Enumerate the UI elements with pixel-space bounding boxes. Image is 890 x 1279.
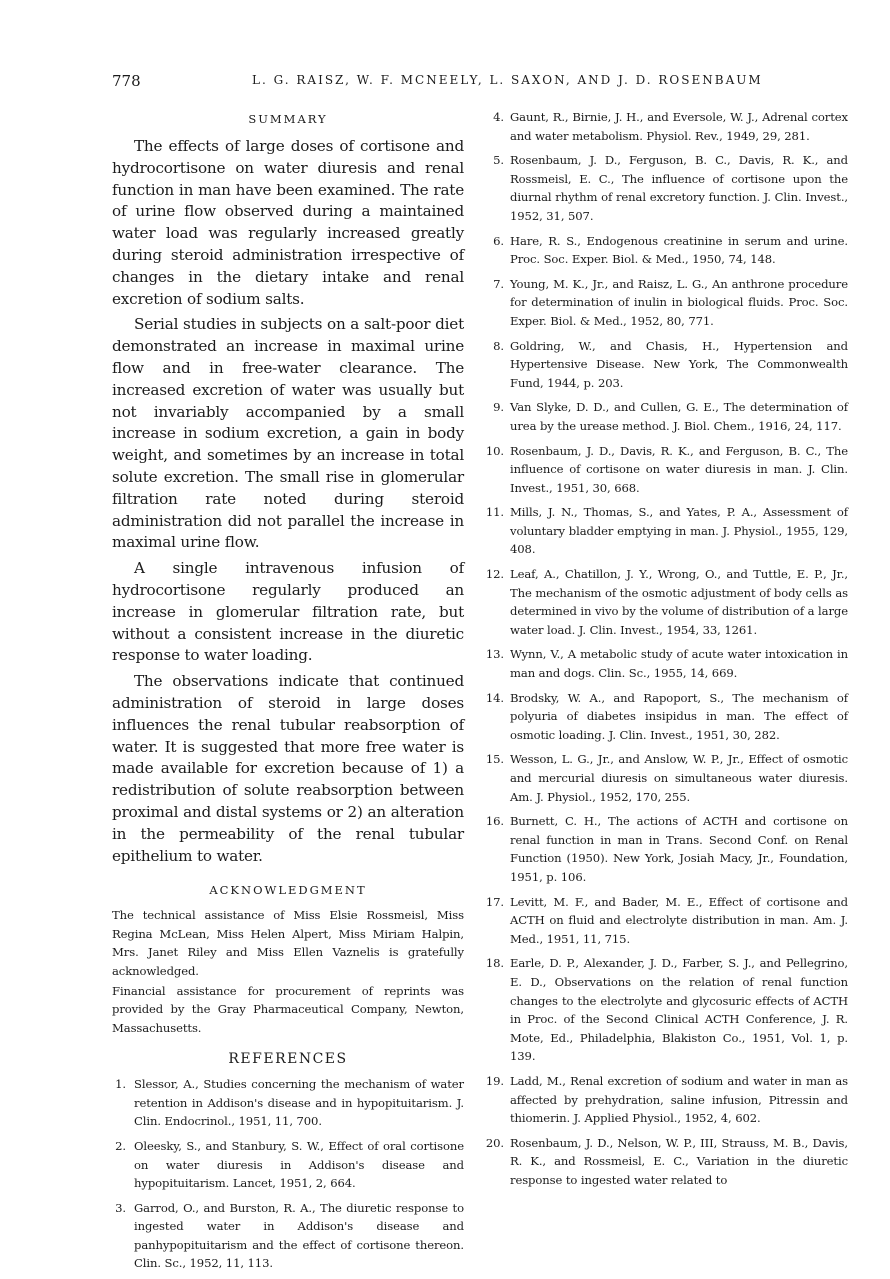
reference-number: 7.: [493, 276, 504, 291]
reference-item: [484, 151, 848, 225]
left-column: [112, 112, 464, 1279]
reference-number: 11.: [485, 505, 504, 520]
running-head-authors: L. G. RAISZ, W. F. MCNEELY, L. SAXON, AND J. D. ROSENBAUM: [252, 73, 763, 87]
reference-item: [484, 1072, 848, 1128]
reference-item: [484, 645, 848, 682]
reference-item: [484, 503, 848, 559]
reference-item: [484, 398, 848, 435]
reference-text: Garrod, O., and Burston, R. A., The diuretic response to ingested water in Addison's disease and panhypopituitarism and the effect of cortisone thereon. Clin. Sc., 1952, 11, 113.: [134, 1200, 464, 1271]
reference-number: 16.: [485, 814, 504, 829]
summary-paragraph: A single intravenous infusion of hydrocortisone regularly produced an increase in glomerular filtration rate, but without a consistent increase in the diuretic response to water loading.: [112, 559, 464, 665]
reference-item: [484, 812, 848, 886]
reference-number: 18.: [485, 956, 504, 971]
reference-text: Hare, R. S., Endogenous creatinine in serum and urine. Proc. Soc. Exper. Biol. & Med., 1950, 74, 148.: [510, 233, 848, 267]
reference-text: Levitt, M. F., and Bader, M. E., Effect of cortisone and ACTH on fluid and electrolyte distribution in man. Am. J. Med., 1951, 11, 715.: [510, 894, 848, 946]
reference-text: Brodsky, W. A., and Rapoport, S., The mechanism of polyuria of diabetes insipidus in man. The effect of osmotic loading. J. Clin. Invest., 1951, 30, 282.: [510, 690, 848, 742]
reference-text: Earle, D. P., Alexander, J. D., Farber, S. J., and Pellegrino, E. D., Observations on the relation of renal function changes to the electrolyte and glycosuric effects of ACTH in Proc. of the Second Clinical ACTH Conference, J. R. Mote, Ed., Philadelphia, Blakiston Co., 1951, Vol. 1, p. 139.: [510, 956, 848, 1064]
reference-number: 1.: [115, 1077, 126, 1092]
reference-text: Mills, J. N., Thomas, S., and Yates, P. A., Assessment of voluntary bladder emptying in man. J. Physiol., 1955, 129, 408.: [510, 505, 848, 557]
reference-text: Goldring, W., and Chasis, H., Hypertension and Hypertensive Disease. New York, The Commonwealth Fund, 1944, p. 203.: [510, 338, 848, 390]
acknowledgment-heading: ACKNOWLEDGMENT: [209, 883, 367, 898]
reference-number: 10.: [485, 443, 504, 458]
references-heading: REFERENCES: [228, 1051, 348, 1068]
reference-item: [484, 337, 848, 393]
reference-number: 8.: [493, 338, 504, 353]
reference-number: 20.: [485, 1135, 504, 1150]
acknowledgment-paragraph: Financial assistance for procurement of reprints was provided by the Gray Pharmaceutical Company, Newton, Massachusetts.: [112, 983, 464, 1035]
reference-item: [484, 893, 848, 949]
reference-text: Gaunt, R., Birnie, J. H., and Eversole, W. J., Adrenal cortex and water metabolism. Physiol. Rev., 1949, 29, 281.: [510, 110, 848, 143]
reference-number: 12.: [485, 567, 504, 582]
reference-text: Slessor, A., Studies concerning the mechanism of water retention in Addison's disease and in hypopituitarism. J. Clin. Endocrinol., 1951, 11, 700.: [134, 1077, 464, 1129]
summary-heading: SUMMARY: [248, 112, 328, 126]
reference-text: Oleesky, S., and Stanbury, S. W., Effect of oral cortisone on water diuresis in Addison's disease and hypopituitarism. Lancet, 1951, 2, 664.: [134, 1138, 464, 1191]
reference-text: Wynn, V., A metabolic study of acute water intoxication in man and dogs. Clin. Sc., 1955, 14, 669.: [510, 647, 848, 681]
reference-number: 5.: [493, 153, 504, 168]
reference-text: Van Slyke, D. D., and Cullen, G. E., The determination of urea by the urease method. J. Biol. Chem., 1916, 24, 117.: [510, 400, 848, 433]
reference-text: Rosenbaum, J. D., Davis, R. K., and Ferguson, B. C., The influence of cortisone on water diuresis in man. J. Clin. Invest., 1951, 30, 668.: [510, 443, 848, 495]
reference-text: Wesson, L. G., Jr., and Anslow, W. P., Jr., Effect of osmotic and mercurial diuresis on simultaneous water diuresis. Am. J. Physiol., 1952, 170, 255.: [510, 752, 848, 804]
reference-number: 6.: [493, 233, 504, 248]
reference-number: 3.: [115, 1200, 126, 1215]
summary-paragraph: The effects of large doses of cortisone and hydrocortisone on water diuresis and renal function in man have been examined. The rate of urine flow observed during a maintained water load was regularly increased greatly during steroid administration irrespective of changes in the dietary intake and renal excretion of sodium salts.: [112, 137, 464, 308]
reference-text: Burnett, C. H., The actions of ACTH and cortisone on renal function in man in Trans. Second Conf. on Renal Function (1950). New York, Josiah Macy, Jr., Foundation, 1951, p. 106.: [510, 814, 848, 884]
reference-item: [484, 232, 848, 269]
reference-item: [484, 689, 848, 745]
reference-number: 2.: [115, 1138, 126, 1153]
acknowledgment-paragraph: The technical assistance of Miss Elsie Rossmeisl, Miss Regina McLean, Miss Helen Alpert, Miss Miriam Halpin, Mrs. Janet Riley and Miss Ellen Vaznelis is gratefully acknowledged.: [112, 908, 464, 978]
reference-number: 14.: [485, 690, 504, 705]
reference-number: 4.: [493, 110, 504, 124]
reference-text: Young, M. K., Jr., and Raisz, L. G., An anthrone procedure for determination of inulin in biological fluids. Proc. Soc. Exper. Biol. & Med., 1952, 80, 771.: [510, 276, 848, 328]
reference-text: Rosenbaum, J. D., Nelson, W. P., III, Strauss, M. B., Davis, R. K., and Rossmeisl, E. C., Variation in the diuretic response to ingested water related to: [510, 1135, 848, 1187]
reference-number: 15.: [485, 752, 504, 767]
reference-item: [484, 750, 848, 806]
reference-item: [484, 1134, 848, 1190]
reference-number: 13.: [485, 647, 504, 662]
reference-item: [112, 1137, 464, 1193]
reference-item: [484, 108, 848, 145]
reference-item: [112, 1075, 464, 1131]
page-number: 778: [112, 72, 141, 90]
reference-text: Ladd, M., Renal excretion of sodium and water in man as affected by prehydration, saline infusion, Pitressin and thiomerin. J. Applied Physiol., 1952, 4, 602.: [510, 1073, 848, 1126]
summary-paragraph: Serial studies in subjects on a salt-poor diet demonstrated an increase in maximal urine flow and in free-water clearance. The increased excretion of water was usually but not invariably accompanied by a small increase in sodium excretion, a gain in body weight, and sometimes by an increase in total solute excretion. The small rise in glomerular filtration rate noted during steroid administration did not parallel the increase in maximal urine flow.: [112, 315, 464, 552]
summary-paragraph: The observations indicate that continued administration of steroid in large doses influences the renal tubular reabsorption of water. It is suggested that more free water is made available for excretion because of 1) a redistribution of solute reabsorption between proximal and distal systems or 2) an alteration in the permeability of the renal tubular epithelium to water.: [112, 672, 464, 865]
reference-item: [484, 565, 848, 639]
reference-item: [484, 275, 848, 331]
reference-text: Rosenbaum, J. D., Ferguson, B. C., Davis, R. K., and Rossmeisl, E. C., The influence of cortisone upon the diurnal rhythm of renal excretory function. J. Clin. Invest., 1952, 31, 507.: [510, 153, 848, 223]
reference-item: [112, 1199, 464, 1273]
reference-number: 9.: [493, 400, 504, 415]
reference-list-right: [484, 108, 848, 1189]
reference-list-left: [112, 1075, 464, 1273]
reference-item: [484, 442, 848, 498]
page-header: [112, 72, 842, 96]
reference-item: [484, 954, 848, 1066]
reference-number: 19.: [485, 1073, 504, 1088]
reference-number: 17.: [485, 894, 504, 909]
reference-text: Leaf, A., Chatillon, J. Y., Wrong, O., and Tuttle, E. P., Jr., The mechanism of the osmotic adjustment of body cells as determined in vivo by the volume of distribution of a large water load. J. Clin. Invest., 1954, 33, 1261.: [510, 567, 848, 637]
right-column: [484, 108, 848, 1195]
